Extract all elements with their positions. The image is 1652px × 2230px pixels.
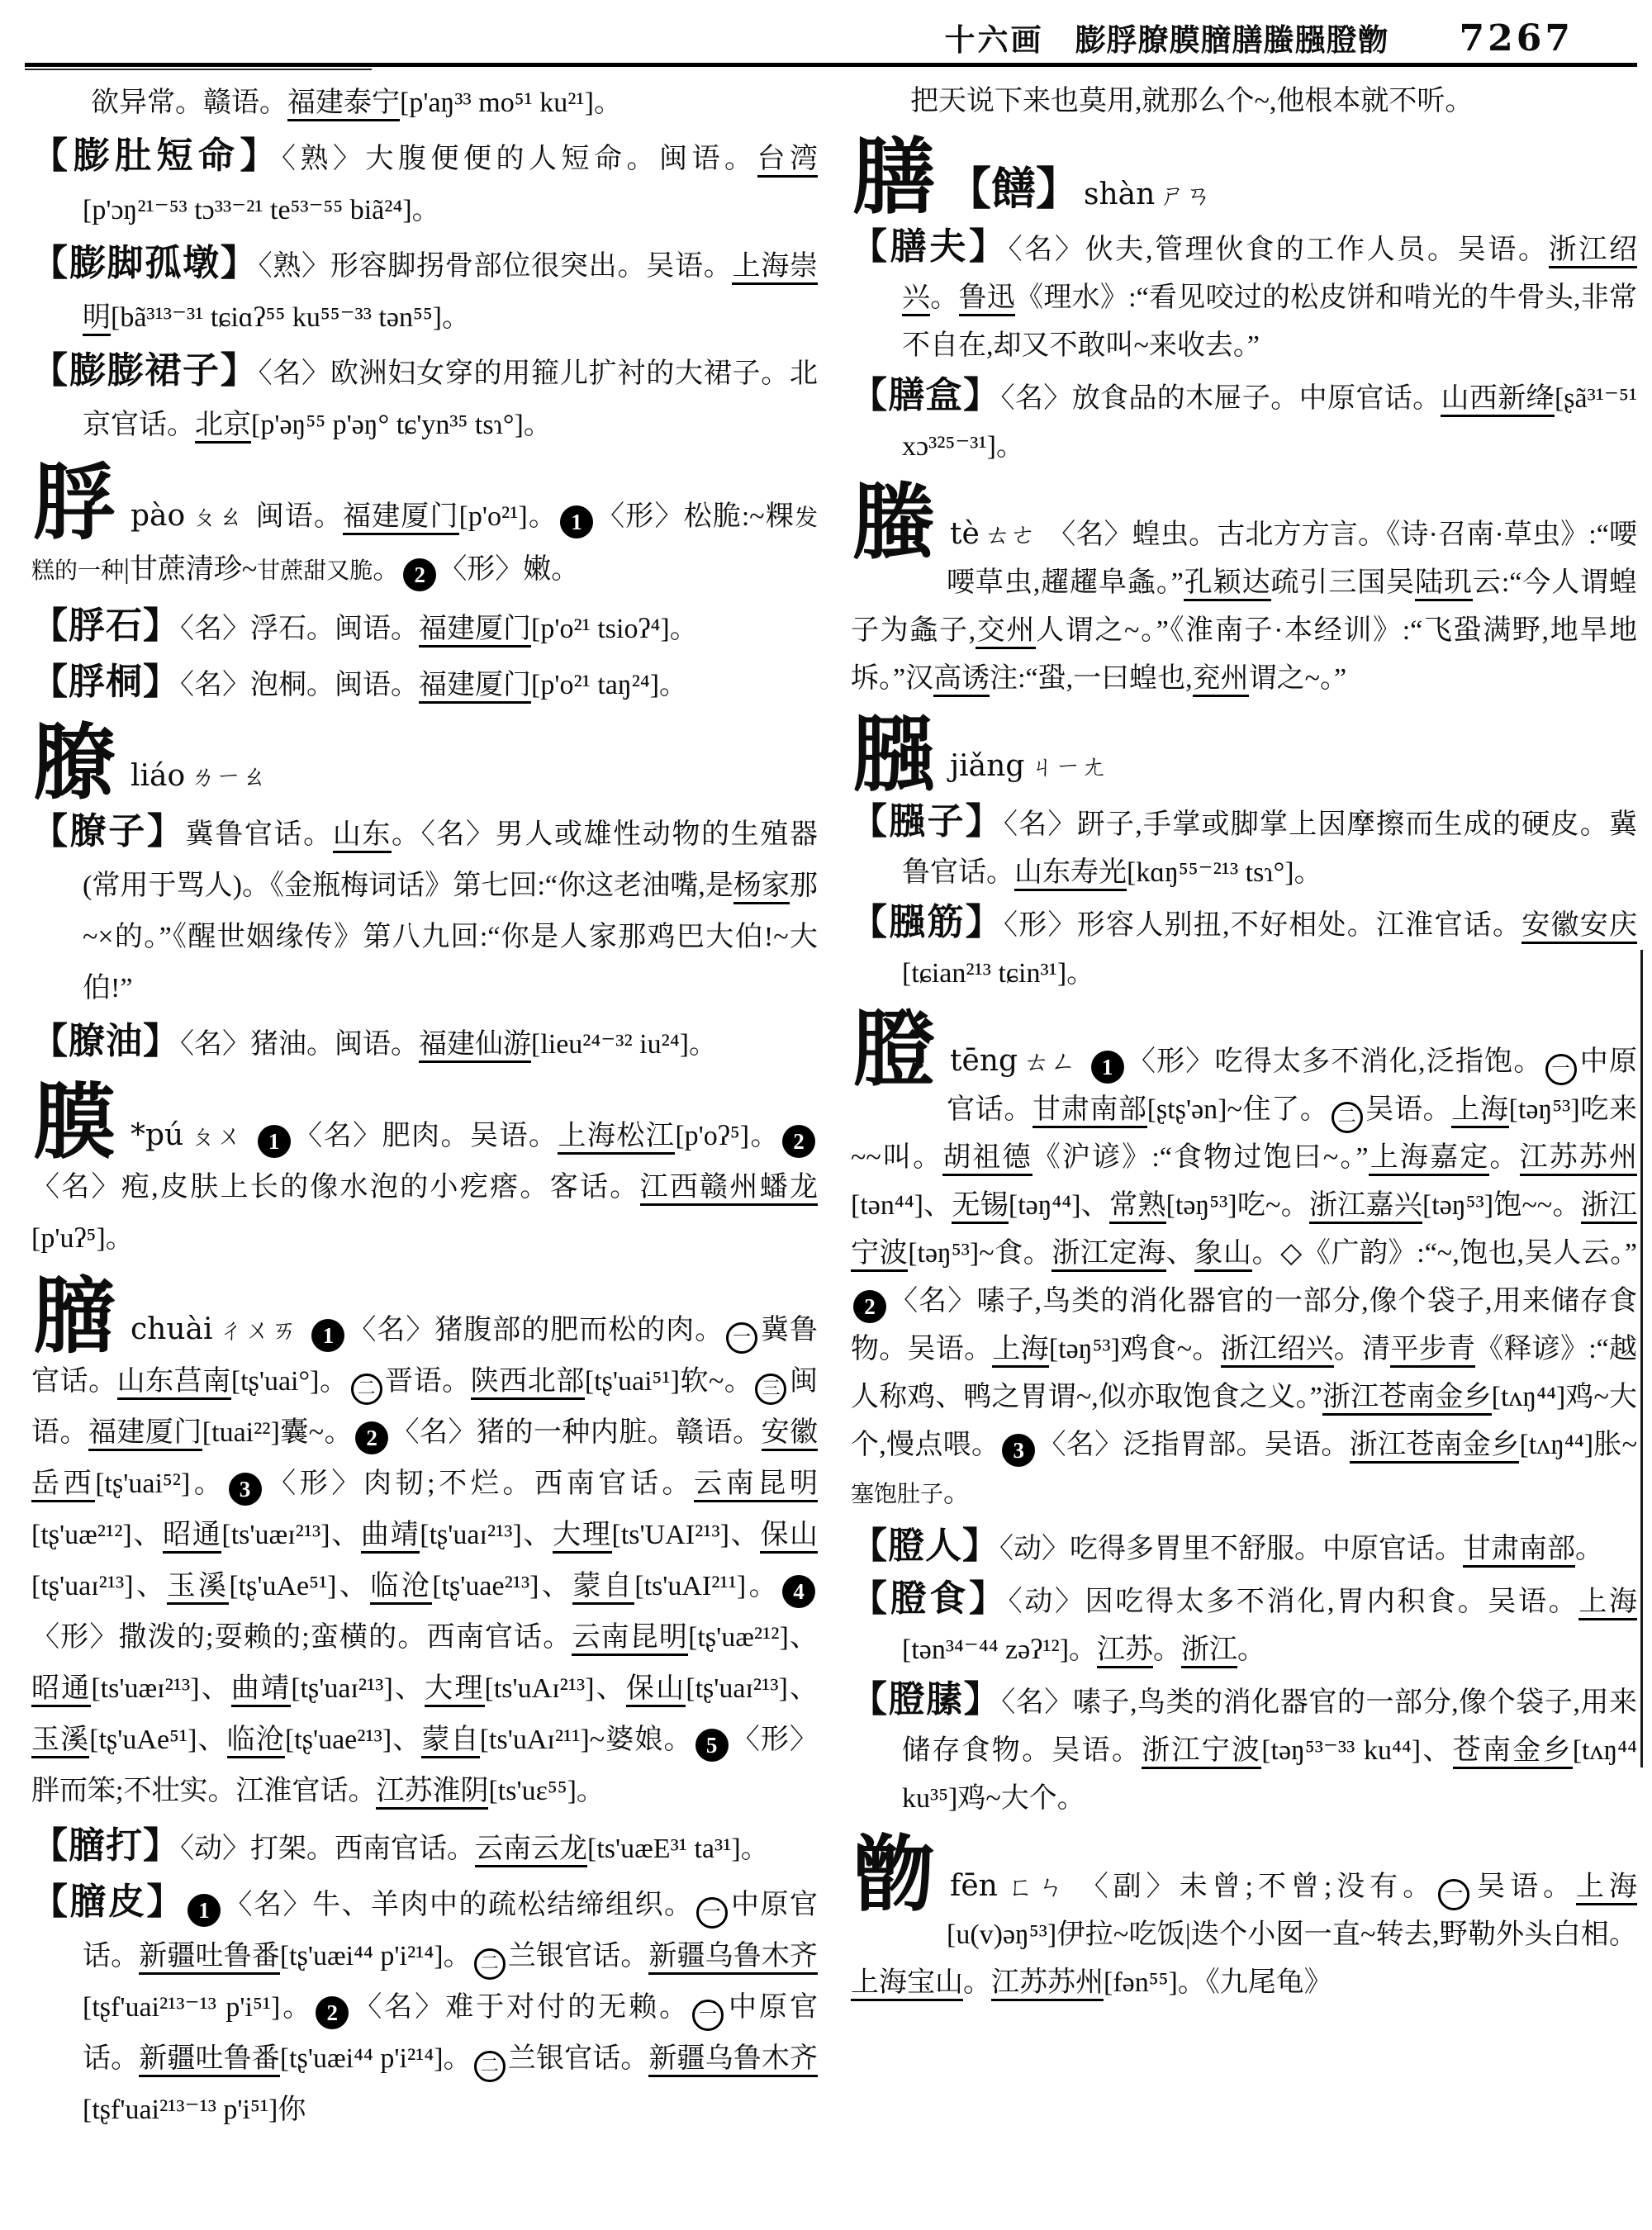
sub-sense-number-icon: 二 xyxy=(474,2051,506,2082)
place-name: 临沧 xyxy=(370,1571,432,1605)
sub-sense-number-icon: 二 xyxy=(1332,1102,1363,1133)
compound-headword: 【脬石】 xyxy=(31,605,180,646)
place-name: 浙江苍南金乡 xyxy=(1350,1430,1520,1464)
place-name: 上海嘉定 xyxy=(1369,1142,1490,1176)
compound-headword: 【脬桐】 xyxy=(31,662,180,702)
headword-entry xyxy=(31,1271,818,1817)
compound-entry: 【膨肚短命】〈熟〉大腹便便的人短命。闽语。台湾[p'ɔŋ²¹⁻⁵³ tɔ³³⁻²¹ te⁵³⁻⁵⁵ biã²⁴]。 xyxy=(31,135,818,225)
continuation-text: 欲异常。赣语。福建泰宁[p'aŋ³³ mo⁵¹ ku²¹]。 xyxy=(31,78,818,129)
place-name: 玉溪 xyxy=(31,1725,89,1758)
left-column xyxy=(31,78,818,2222)
headword-zhuyin: ㄊㄜ xyxy=(984,520,1037,549)
place-name: 新疆乌鲁木齐 xyxy=(648,2043,818,2077)
compound-headword: 【膫子】 xyxy=(31,811,186,852)
headword-zhuyin: ㄆㄨ xyxy=(188,1122,244,1151)
compound-entry: 【膨膨裙子】〈名〉欧洲妇女穿的用箍儿扩衬的大裙子。北京官话。北京[p'əŋ⁵⁵ p'əŋ° tɕ'yn³⁵ tsɿ°]。 xyxy=(31,345,818,451)
sense-number-icon: 1 xyxy=(258,1125,291,1158)
place-name: 上海 xyxy=(1576,1872,1637,1905)
headword-entry xyxy=(851,709,1637,801)
place-name: 孔颖达 xyxy=(1184,567,1271,601)
place-name: 昭通 xyxy=(163,1520,221,1554)
place-name: 甘肃南部 xyxy=(1032,1094,1147,1128)
compound-entry: 【膯膆】〈名〉嗉子,鸟类的消化器官的一部分,像个袋子,用来储存食物。吴语。浙江宁波[təŋ⁵³⁻³³ ku⁴⁴]、苍南金乡[tʌŋ⁴⁴ ku³⁵]鸡~大个。 xyxy=(851,1679,1637,1814)
place-name: 浙江宁波 xyxy=(851,1190,1637,1272)
place-name: 交州 xyxy=(976,615,1036,649)
compound-entry: 【膪打】〈动〉打架。西南官话。云南云龙[ts'uæE³¹ ta³¹]。 xyxy=(31,1825,769,1866)
place-name: 福建厦门 xyxy=(343,501,459,535)
headword-definition: 1 〈名〉肥肉。吴语。上海松江[p'oʔ⁵]。 2〈名〉疱,皮肤上长的像水泡的小疙瘩。客话。江西赣州蟠龙[p'uʔ⁵]。 xyxy=(31,1121,818,1254)
compound-headword: 【膫油】 xyxy=(31,1021,180,1061)
headword-zhuyin: ㄆㄠ xyxy=(190,502,244,531)
headword-entry xyxy=(31,718,818,809)
example-gloss: 塞饱肚子 xyxy=(851,1482,944,1507)
headword-entry xyxy=(31,458,818,597)
headword-character: 膜 xyxy=(33,1077,116,1169)
headword-character: 膫 xyxy=(33,718,116,809)
place-name: 新疆吐鲁番 xyxy=(139,1941,280,1975)
sub-sense-number-icon: 一 xyxy=(1438,1879,1469,1910)
place-name: 浙江苍南金乡 xyxy=(1322,1382,1492,1416)
sub-sense-number-icon: 二 xyxy=(351,1374,382,1405)
compound-headword: 【膯膆】 xyxy=(851,1679,1002,1720)
place-name: 江苏 xyxy=(1097,1635,1153,1668)
headword-definition: 〈名〉蝗虫。古北方方言。《诗·召南·草虫》:“喓喓草虫,趯趯阜螽。”孔颖达疏引三国吴陆玑云:“今人谓蝗子为螽子,交州人谓之~。”《淮南子·本经训》:“飞蛩满野,地旱地坼。”汉高诱注:“蛩,一曰蝗也,兖州谓之~。” xyxy=(851,520,1637,697)
place-name: 福建厦门 xyxy=(419,614,531,648)
compound-entry: 【膨脚孤墩】〈熟〉形容脚拐骨部位很突出。吴语。上海崇明[bã³¹³⁻³¹ tɕiɑʔ⁵⁵ ku⁵⁵⁻³³ tən⁵⁵]。 xyxy=(31,238,818,344)
continuation-text: 把天说下来也莫用,就那么个~,他根本就不听。 xyxy=(910,86,1474,116)
sense-number-icon: 1 xyxy=(1091,1051,1124,1084)
sense-number-icon: 2 xyxy=(853,1290,886,1323)
compound-headword: 【膨肚短命】 xyxy=(31,135,282,176)
place-name: 浙江嘉兴 xyxy=(1309,1190,1422,1224)
place-name: 云南云龙 xyxy=(475,1834,587,1867)
place-name: 新疆乌鲁木齐 xyxy=(648,1941,818,1975)
headword-zhuyin: ㄐㄧㄤ xyxy=(1029,752,1107,781)
headword-entry xyxy=(851,1004,1637,1519)
sub-sense-number-icon: 二 xyxy=(474,1948,506,1980)
compound-entry: 【脬石】〈名〉浮石。闽语。福建厦门[p'o²¹ tsioʔ⁴]。 xyxy=(31,605,698,646)
place-name: 安徽安庆 xyxy=(1521,910,1637,944)
sub-sense-number-icon: 一 xyxy=(1545,1054,1577,1085)
compound-headword: 【膳盒】 xyxy=(851,375,1001,415)
place-name: 新疆吐鲁番 xyxy=(139,2043,280,2077)
right-column xyxy=(851,78,1637,2222)
place-name: 杨家 xyxy=(733,871,790,904)
place-name: 上海 xyxy=(1451,1094,1508,1128)
place-name: 浙江绍兴 xyxy=(1221,1334,1334,1368)
page-number: 7267 xyxy=(1459,17,1574,59)
compound-entry: 【膙筋】〈形〉形容人别扭,不好相处。江淮官话。安徽安庆[tɕian²¹³ tɕin³¹]。 xyxy=(851,902,1637,989)
compound-headword: 【膨脚孤墩】 xyxy=(31,243,259,283)
place-name: 曲靖 xyxy=(361,1520,420,1554)
place-name: 云南昆明 xyxy=(694,1468,818,1502)
headword-pinyin: jiǎng xyxy=(950,749,1025,783)
place-name: 鲁迅 xyxy=(959,282,1016,316)
sense-number-icon: 2 xyxy=(403,558,436,591)
headword-variant: 【饍】 xyxy=(947,164,1080,214)
place-name: 象山 xyxy=(1194,1238,1251,1272)
place-name: 甘肃南部 xyxy=(1463,1534,1575,1568)
place-name: 陕西北部 xyxy=(471,1366,585,1400)
page-header xyxy=(0,15,1574,59)
headword-character: 膳 xyxy=(852,132,935,224)
compound-entry: 【膫油】〈名〉猪油。闽语。福建仙游[lieu²⁴⁻³² iu²⁴]。 xyxy=(31,1021,718,1061)
place-name: 江苏苏州 xyxy=(991,1967,1104,2001)
sub-sense-number-icon: 一 xyxy=(726,1322,757,1354)
compound-headword: 【膯食】 xyxy=(851,1578,1009,1619)
example-gloss: 甘蔗甜又脆 xyxy=(257,558,373,584)
sense-number-icon: 1 xyxy=(560,505,593,539)
headword-entry xyxy=(31,1077,818,1264)
place-name: 保山 xyxy=(626,1673,686,1707)
headword-entry xyxy=(851,1829,1637,2007)
stroke-section-label: 十六画 xyxy=(944,24,1044,58)
sense-number-icon: 3 xyxy=(229,1473,262,1506)
place-name: 兖州 xyxy=(1193,663,1249,697)
place-name: 上海 xyxy=(1578,1587,1637,1620)
compound-entry: 【膳盒】〈名〉放食品的木屉子。中原官话。山西新绛[ʂã³¹⁻⁵¹ xɔ³²⁵⁻³¹]。 xyxy=(851,375,1637,462)
compound-headword: 【膳夫】 xyxy=(851,226,1009,267)
header-rule xyxy=(25,63,1637,67)
headword-zhuyin: ㄔㄨㄞ xyxy=(217,1316,298,1345)
sense-number-icon: 2 xyxy=(782,1125,815,1158)
headword-character: 膪 xyxy=(33,1271,116,1363)
place-name: 山东寿光 xyxy=(1014,857,1127,891)
place-name: 蒙自 xyxy=(421,1725,479,1758)
compound-headword: 【膙子】 xyxy=(851,801,1004,842)
sense-number-icon: 1 xyxy=(188,1894,221,1927)
place-name: 高诱 xyxy=(933,663,990,697)
page-edge-line xyxy=(1640,950,1643,1767)
headword-character: 膙 xyxy=(852,709,935,801)
compound-headword: 【膪打】 xyxy=(31,1825,180,1866)
sub-sense-number-icon: 三 xyxy=(755,1374,786,1405)
headword-zhuyin: ㄌㄧㄠ xyxy=(190,762,268,791)
place-name: 北京 xyxy=(195,410,251,444)
place-name: 临沧 xyxy=(227,1725,285,1758)
headword-pinyin: tēng xyxy=(950,1044,1018,1078)
place-name: 胡祖德 xyxy=(942,1142,1032,1176)
headword-pinyin: chuài xyxy=(131,1312,213,1346)
headword-pinyin: fēn xyxy=(950,1869,998,1903)
place-name: 台湾 xyxy=(757,144,819,178)
compound-entry: 【膯食】〈动〉因吃得太多不消化,胃内积食。吴语。上海[tən³⁴⁻⁴⁴ zəʔ¹²]。江苏。浙江。 xyxy=(851,1575,1637,1674)
headword-character: 朆 xyxy=(852,1829,935,1921)
place-name: 上海崇明 xyxy=(83,251,818,336)
headword-pinyin: tè xyxy=(950,517,980,551)
headword-definition: 1 〈形〉吃得太多不消化,泛指饱。 一 中原官话。甘肃南部[ʂtʂ'ən]~住了。 二 吴语。上海[təŋ⁵³]吃来~~叫。胡祖德《沪谚》:“食物过饱曰~。”上海嘉定。江苏苏州[tən⁴⁴]、无锡[təŋ⁴⁴]、常熟[təŋ⁵³]吃~。浙江嘉兴[təŋ⁵³]饱~~。浙江宁波[təŋ⁵³]~食。浙江定海、象山。◇《广韵》:“~,饱也,吴人云。”2 〈名〉嗉子,鸟类的消化器官的一部分,像个袋子,用来储存食物。吴语。上海[təŋ⁵³]鸡食~。浙江绍兴。清平步青《释谚》:“越人称鸡、鸭之胃谓~,似亦取饱食之义。”浙江苍南金乡[tʌŋ⁴⁴]鸡~大个,慢点喂。 3 〈名〉泛指胃部。吴语。浙江苍南金乡[tʌŋ⁴⁴]胀~塞饱肚子。 xyxy=(851,1046,1637,1508)
place-name: 常熟 xyxy=(1109,1190,1166,1224)
place-name: 上海宝山 xyxy=(851,1967,963,2001)
place-name: 浙江定海 xyxy=(1051,1238,1165,1272)
compound-entry: 【脬桐】〈名〉泡桐。闽语。福建厦门[p'o²¹ taŋ²⁴]。 xyxy=(31,662,688,702)
compound-entry: 【膫子】冀鲁官话。山东。〈名〉男人或雄性动物的生殖器(常用于骂人)。《金瓶梅词话》第七回:“你这老油嘴,是杨家那~×的。”《醒世姻缘传》第八九回:“你是人家那鸡巴大伯!~大伯!” xyxy=(31,811,818,1004)
place-name: 福建厦门 xyxy=(88,1417,202,1451)
place-name: 福建仙游 xyxy=(419,1029,531,1063)
place-name: 保山 xyxy=(760,1520,818,1554)
place-name: 江苏淮阴 xyxy=(376,1776,488,1810)
place-name: 上海 xyxy=(992,1334,1049,1368)
place-name: 福建厦门 xyxy=(419,670,531,704)
place-name: 陆玑 xyxy=(1415,567,1473,601)
compound-headword: 【膙筋】 xyxy=(851,902,1004,942)
headword-definition: 〈副〉未曾;不曾;没有。 一 吴语。上海[u(v)əŋ⁵³]伊拉~吃饭|迭个小囡一直~转去,野勒外头白相。上海宝山。江苏苏州[fən⁵⁵]。《九尾龟》 xyxy=(851,1872,1637,1998)
place-name: 大理 xyxy=(425,1673,484,1707)
sense-number-icon: 3 xyxy=(1002,1434,1035,1467)
place-name: 江西赣州蟠龙 xyxy=(640,1172,818,1206)
example-gloss: 发糕的一种 xyxy=(31,505,818,584)
place-name: 昭通 xyxy=(31,1673,91,1707)
header-character-list: 膨脬膫膜膪膳螣膙膯朆 xyxy=(1075,24,1389,58)
sense-number-icon: 4 xyxy=(782,1575,815,1608)
place-name: 山东莒南 xyxy=(117,1366,231,1400)
headword-pinyin: liáo xyxy=(131,759,186,793)
place-name: 浙江宁波 xyxy=(1142,1735,1261,1769)
sub-sense-number-icon: 一 xyxy=(692,2000,724,2031)
place-name: 江苏苏州 xyxy=(1520,1142,1637,1176)
sense-number-icon: 2 xyxy=(355,1421,388,1454)
place-name: 蒙自 xyxy=(572,1571,634,1605)
headword-entry xyxy=(851,132,1637,224)
headword-pinyin: shàn xyxy=(1084,178,1156,211)
headword-definition: 闽语。福建厦门[p'o²¹]。 1 〈形〉松脆:~粿发糕的一种|甘蔗清珍~甘蔗甜又脆。 2 〈形〉嫩。 xyxy=(31,501,818,585)
place-name: 平步青 xyxy=(1390,1334,1475,1368)
place-name: 安徽岳西 xyxy=(31,1417,818,1502)
headword-definition: 1 〈名〉猪腹部的肥而松的肉。 一 冀鲁官话。山东莒南[tʂ'uai°]。 二 晋语。陕西北部[tʂ'uai⁵¹]软~。 三 闽语。福建厦门[tuai²²]囊~。 2 〈名〉猪的一种内脏。赣语。安徽岳西[tʂ'uai⁵²]。 3 〈形〉肉韧;不烂。西南官话。云南昆明[tʂ'uæ²¹²]、昭通[ts'uæɪ²¹³]、曲靖[tʂ'uaɪ²¹³]、大理[ts'UAI²¹³]、保山[tʂ'uaɪ²¹³]、玉溪[tʂ'uAe⁵¹]、临沧[tʂ'uae²¹³]、蒙自[ts'uAI²¹¹]。 4〈形〉撒泼的;耍赖的;蛮横的。西南官话。云南昆明[tʂ'uæ²¹²]、昭通[ts'uæɪ²¹³]、曲靖[tʂ'uaɪ²¹³]、大理[ts'uAɪ²¹³]、保山[tʂ'uaɪ²¹³]、玉溪[tʂ'uAe⁵¹]、临沧[tʂ'uae²¹³]、蒙自[ts'uAɪ²¹¹]~婆娘。 5 〈形〉胖而笨;不壮实。江淮官话。江苏淮阴[ts'uɛ⁵⁵]。 xyxy=(31,1315,818,1806)
place-name: 山西新绛 xyxy=(1441,383,1555,417)
place-name: 云南昆明 xyxy=(572,1622,688,1656)
headword-pinyin: *pú xyxy=(131,1118,184,1152)
headword-pinyin: pào xyxy=(131,499,186,533)
headword-entry xyxy=(851,477,1637,703)
place-name: 山东 xyxy=(333,819,392,853)
place-name: 浙江绍兴 xyxy=(902,235,1637,316)
place-name: 无锡 xyxy=(952,1190,1009,1224)
compound-entry: 【膳夫】〈名〉伙夫,管理伙食的工作人员。吴语。浙江绍兴。鲁迅《理水》:“看见咬过的松皮饼和啃光的牛骨头,非常不自在,却又不敢叫~来收去。” xyxy=(851,226,1637,361)
sub-sense-number-icon: 一 xyxy=(696,1897,728,1929)
headword-zhuyin: ㄊㄥ xyxy=(1023,1047,1077,1076)
headword-zhuyin: ㄈㄣ xyxy=(1002,1872,1069,1901)
place-name: 大理 xyxy=(553,1520,611,1554)
sense-number-icon: 1 xyxy=(311,1319,344,1352)
compound-entry: 【膯人】〈动〉吃得多胃里不舒服。中原官话。甘肃南部。 xyxy=(851,1525,1603,1566)
headword-zhuyin: ㄕㄢ xyxy=(1160,181,1212,210)
place-name: 浙江 xyxy=(1181,1635,1237,1668)
place-name: 曲靖 xyxy=(231,1673,291,1707)
compound-headword: 【膯人】 xyxy=(851,1525,999,1566)
headword-character: 脬 xyxy=(33,458,116,549)
place-name: 上海松江 xyxy=(558,1121,675,1155)
place-name: 福建泰宁 xyxy=(287,88,400,121)
compound-headword: 【膪皮】 xyxy=(31,1881,185,1922)
place-name: 玉溪 xyxy=(167,1571,229,1605)
compound-entry: 【膪皮】 1 〈名〉牛、羊肉中的疏松结缔组织。 一 中原官话。新疆吐鲁番[tʂ'uæi⁴⁴ p'i²¹⁴]。 二 兰银官话。新疆乌鲁木齐[tʂf'uai²¹³⁻¹³ p'i⁵¹]。 2 〈名〉难于对付的无赖。 一 中原官话。新疆吐鲁番[tʂ'uæi⁴⁴ p'i²¹⁴]。 二 兰银官话。新疆乌鲁木齐[tʂf'uai²¹³⁻¹³ p'i⁵¹]你 xyxy=(31,1881,818,2125)
compound-entry: 【膙子】〈名〉趼子,手掌或脚掌上因摩擦而生成的硬皮。冀鲁官话。山东寿光[kɑŋ⁵⁵⁻²¹³ tsɿ°]。 xyxy=(851,798,1637,897)
sense-number-icon: 2 xyxy=(316,1996,349,2029)
compound-headword: 【膨膨裙子】 xyxy=(31,350,259,391)
place-name: 苍南金乡 xyxy=(1453,1735,1573,1769)
headword-character: 螣 xyxy=(852,477,935,569)
headword-character: 膯 xyxy=(852,1004,935,1096)
sense-number-icon: 5 xyxy=(695,1729,729,1762)
